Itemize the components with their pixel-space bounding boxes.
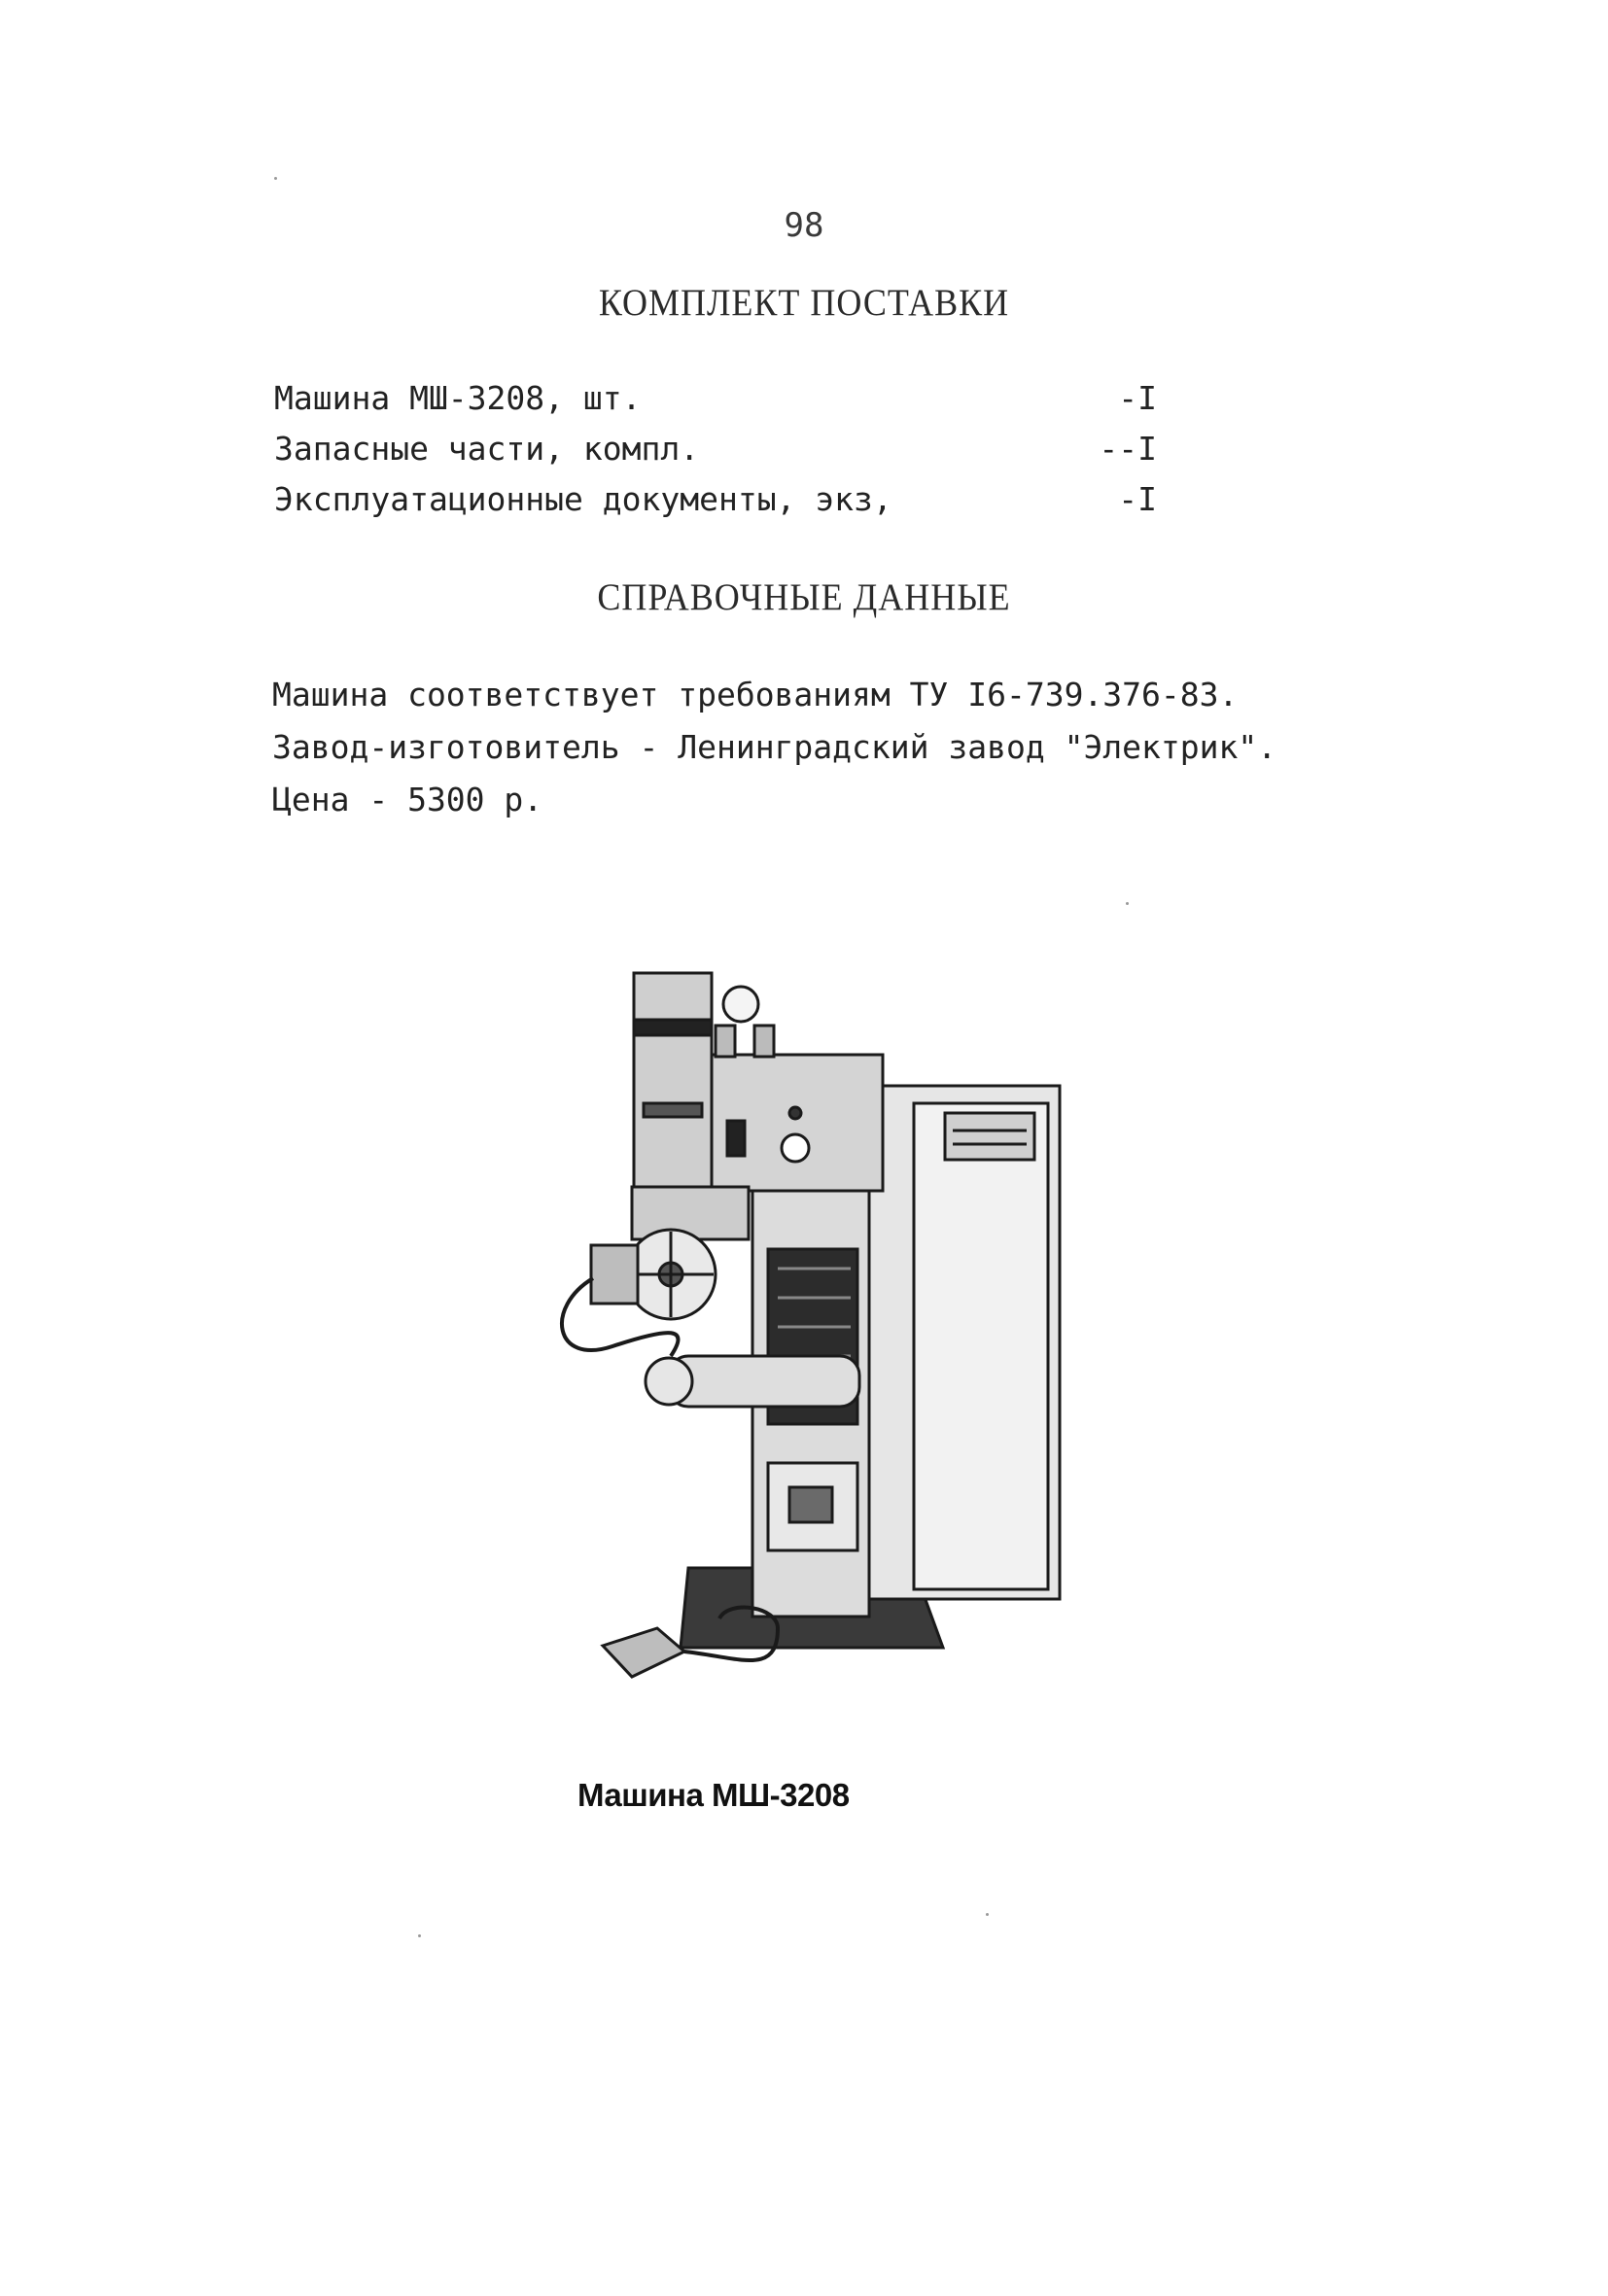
kit-list [274,373,1169,525]
scan-speck [274,177,277,180]
kit-item-label: Запасные части, компл. [274,430,700,468]
control-panel [945,1113,1034,1160]
upper-head [692,1055,883,1191]
kit-item-qty: -I [1118,480,1157,518]
kit-item-qty: --I [1099,430,1157,468]
kit-item [274,474,1169,525]
machine-photo [486,957,1089,1696]
scan-speck [418,1934,421,1937]
upper-arm [632,1187,749,1239]
reference-line: Завод-изготовитель - Ленинградский завод "Электрик". [272,728,1277,766]
kit-item-qty: -I [1118,379,1157,417]
kit-item-label: Эксплуатационные документы, экз, [274,480,892,518]
pressure-gauge [723,987,758,1022]
reference-line: Цена - 5300 р. [272,781,543,818]
pneumatic-cylinder [634,973,712,1187]
kit-item [274,373,1169,424]
cabinet-door [914,1103,1048,1589]
foot-pedal [603,1628,684,1677]
reference-text [272,669,1361,826]
scan-speck [986,1913,989,1916]
reference-heading: СПРАВОЧНЫЕ ДАННЫЕ [597,575,1011,618]
kit-item [274,424,1169,474]
reference-line: Машина соответствует требованиям ТУ I6-739.376-83. [272,676,1239,713]
page-number: 98 [784,206,824,245]
figure-caption: Машина МШ-3208 [577,1777,850,1813]
kit-heading: КОМПЛЕКТ ПОСТАВКИ [598,281,1010,324]
scan-speck [1126,902,1129,905]
kit-item-label: Машина МШ-3208, шт. [274,379,642,417]
lower-arm [669,1356,859,1407]
